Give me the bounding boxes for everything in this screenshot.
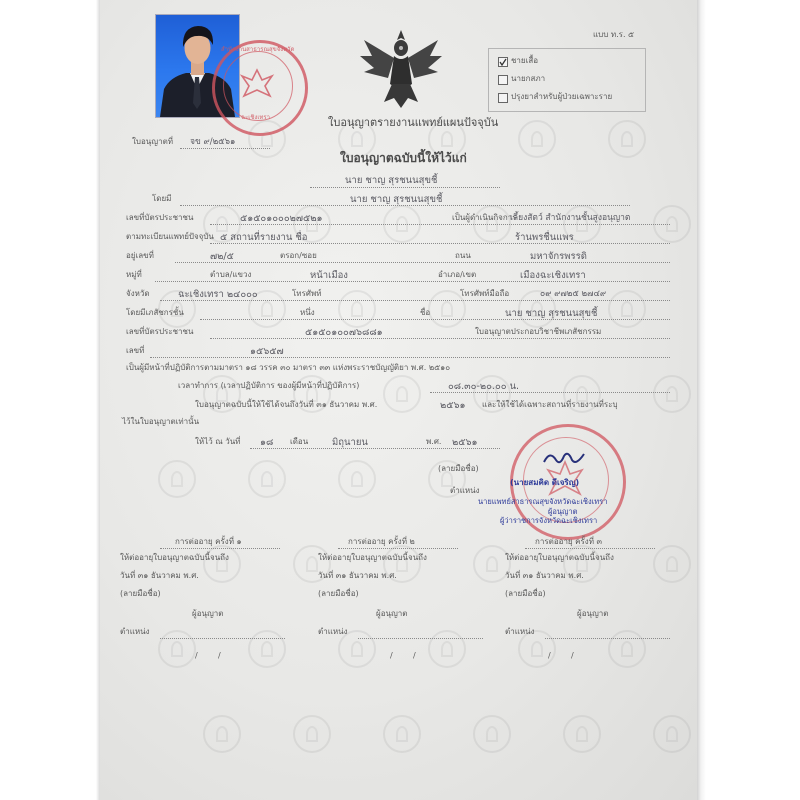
watermark-seal-icon xyxy=(608,290,646,328)
renewal-sign: (ลายมือชื่อ) xyxy=(318,589,359,598)
renewal-role: ผู้อนุญาต xyxy=(192,609,224,618)
field-label-2: ตำบล/แขวง xyxy=(210,270,252,279)
position-label: ตำแหน่ง xyxy=(450,486,480,495)
signatory-position-1: นายแพทย์สาธารณสุขจังหวัดฉะเชิงเทรา xyxy=(478,497,608,506)
renewal-position: ตำแหน่ง xyxy=(505,627,535,636)
form-code: แบบ ท.ร. ๕ xyxy=(593,30,635,39)
field-label: โดยมีเภสัชกรชั้น xyxy=(126,308,184,317)
checkbox-label-1: ชายเสื้อ xyxy=(511,56,539,65)
date-slash-marks: / / xyxy=(548,651,574,660)
issued-month-label: เดือน xyxy=(290,437,309,446)
checkbox-option-1[interactable] xyxy=(498,57,508,67)
issued-year: ๒๕๖๑ xyxy=(452,437,478,448)
official-red-stamp xyxy=(212,40,308,136)
renewal-position: ตำแหน่ง xyxy=(120,627,150,636)
field-label: จังหวัด xyxy=(126,289,150,298)
watermark-seal-icon xyxy=(653,375,691,413)
field-label-2: โทรศัพท์ xyxy=(292,289,322,298)
license-no-value: จข ๙/๒๕๖๑ xyxy=(190,137,236,147)
signatory-position-2: ผู้อนุญาต xyxy=(548,507,578,516)
field-label-3: ชื่อ xyxy=(420,308,431,317)
photo-stamp-bottom-text: ฉะเชิงเทรา xyxy=(241,114,270,121)
renewal-sign: (ลายมือชื่อ) xyxy=(120,589,161,598)
field-value-3: นาย ชาญ สุรชนนสุขชี้ xyxy=(505,308,598,319)
field-value: ๑๕๖๕๗ xyxy=(250,346,284,357)
photo-stamp-top-text: สำนักงานสาธารณสุขจังหวัด xyxy=(221,46,295,53)
document-header-title: ใบอนุญาตรายงานแพทย์แผนปัจจุบัน xyxy=(328,116,499,129)
checkbox-option-3[interactable] xyxy=(498,93,508,103)
checkbox-label-2: นายกสภา xyxy=(511,74,546,83)
background-left-margin xyxy=(0,0,100,800)
checkbox-option-2[interactable] xyxy=(498,75,508,85)
sign-label: (ลายมือชื่อ) xyxy=(438,464,479,473)
field-value-2: เลี้ยงสัตว์ สำนักงานชั้นสูงอนุญาต xyxy=(510,213,631,223)
watermark-seal-icon xyxy=(248,460,286,498)
paragraph-line-4: ไว้ในใบอนุญาตเท่านั้น xyxy=(122,417,200,426)
by-label: โดยมี xyxy=(152,194,172,203)
field-label: เลขที่ xyxy=(126,346,145,355)
renewal-line-1: ให้ต่ออายุใบอนุญาตฉบับนี้จนถึง xyxy=(505,553,614,562)
license-issue-title: ใบอนุญาตฉบับนี้ให้ไว้แก่ xyxy=(340,151,467,165)
renewal-title: การต่ออายุ ครั้งที่ ๒ xyxy=(348,537,415,546)
field-value-3: ๐๙ ๙๗๒๕ ๒๗๔๙ xyxy=(540,289,607,299)
renewal-line-2: วันที่ ๓๑ ธันวาคม พ.ศ. xyxy=(505,571,584,580)
watermark-seal-icon xyxy=(473,715,511,753)
date-slash-marks: / / xyxy=(390,651,416,660)
paragraph-line-2-value: ๐๘.๓๐-๒๐.๐๐ น. xyxy=(448,381,520,392)
checkmark-icon xyxy=(499,58,507,66)
watermark-seal-icon xyxy=(383,715,421,753)
watermark-seal-icon xyxy=(383,375,421,413)
renewal-block-2 xyxy=(318,538,493,668)
by-value: นาย ชาญ สุรชนนสุขชี้ xyxy=(350,194,443,205)
issued-day: ๑๘ xyxy=(260,437,274,448)
field-value: ๕๑๕๐๑๐๐๗๖๘๘๑ xyxy=(305,327,383,338)
holder-name: นาย ชาญ สุรชนนสุขชี้ xyxy=(345,175,438,186)
checkbox-label-3: ปรุงยาสำหรับผู้ป่วยเฉพาะราย xyxy=(511,92,613,101)
field-value-2: ใบอนุญาตประกอบวิชาชีพเภสัชกรรม xyxy=(475,327,602,336)
watermark-seal-icon xyxy=(293,715,331,753)
paragraph-line-1: เป็นผู้มีหน้าที่ปฏิบัติการตามมาตรา ๑๘ วรรค ๓๐ มาตรา ๓๓ แห่งพระราชบัญญัติยา พ.ศ. ๒๕๑๐ xyxy=(126,363,451,372)
field-value-3: มหาจักรพรรดิ xyxy=(530,251,587,262)
renewal-line-2: วันที่ ๓๑ ธันวาคม พ.ศ. xyxy=(318,571,397,580)
watermark-seal-icon xyxy=(203,715,241,753)
field-label-3: โทรศัพท์มือถือ xyxy=(460,289,510,298)
watermark-seal-icon xyxy=(518,120,556,158)
paragraph-line-3-year: ๒๕๖๑ xyxy=(440,400,466,411)
license-type-box xyxy=(488,48,646,112)
renewal-role: ผู้อนุญาต xyxy=(376,609,408,618)
paragraph-line-3: ใบอนุญาตฉบับนี้ให้ใช้ได้จนถึงวันที่ ๓๑ ธันวาคม พ.ศ. xyxy=(195,400,378,409)
paragraph-line-3-tail: และให้ใช้ได้เฉพาะสถานที่รายงานที่ระบุ xyxy=(482,400,618,409)
renewal-line-2: วันที่ ๓๑ ธันวาคม พ.ศ. xyxy=(120,571,199,580)
field-value: ๗๒/๕ xyxy=(210,251,234,262)
field-label-2: ตรอก/ซอย xyxy=(280,251,317,260)
field-label-3: อำเภอ/เขต xyxy=(438,270,477,279)
issued-month: มิถุนายน xyxy=(332,437,368,448)
date-slash-marks: / / xyxy=(195,651,221,660)
background-right-margin xyxy=(697,0,800,800)
renewal-sign: (ลายมือชื่อ) xyxy=(505,589,546,598)
renewal-role: ผู้อนุญาต xyxy=(577,609,609,618)
issued-year-label: พ.ศ. xyxy=(426,437,442,446)
license-no-label: ใบอนุญาตที่ xyxy=(132,137,174,146)
watermark-seal-icon xyxy=(563,715,601,753)
field-label-2: หนึ่ง xyxy=(300,308,315,317)
renewal-title: การต่ออายุ ครั้งที่ ๑ xyxy=(175,537,242,546)
field-value: ๕๑๕๐๑๐๐๐๒๗๕๒๑ xyxy=(240,213,323,224)
field-value: ๕ สถานที่รายงาน ชื่อ xyxy=(220,232,308,243)
garuda-emblem-icon xyxy=(358,26,444,110)
field-label: เลขที่บัตรประชาชน xyxy=(126,213,194,222)
signatory-name: (นายสมคิด ดีเจริญ) xyxy=(510,478,580,487)
watermark-seal-icon xyxy=(653,715,691,753)
renewal-line-1: ให้ต่ออายุใบอนุญาตฉบับนี้จนถึง xyxy=(318,553,427,562)
watermark-seal-icon xyxy=(158,460,196,498)
renewal-line-1: ให้ต่ออายุใบอนุญาตฉบับนี้จนถึง xyxy=(120,553,229,562)
field-label: อยู่เลขที่ xyxy=(126,251,154,260)
renewal-block-1 xyxy=(120,538,295,668)
field-value-3: เมืองฉะเชิงเทรา xyxy=(520,270,586,281)
field-value-2: หน้าเมือง xyxy=(310,270,348,281)
watermark-seal-icon xyxy=(608,120,646,158)
signatory-position-3: ผู้ว่าราชการจังหวัดฉะเชิงเทรา xyxy=(500,516,598,525)
renewal-position: ตำแหน่ง xyxy=(318,627,348,636)
field-value: ฉะเชิงเทรา ๒๔๐๐๐ xyxy=(178,289,258,300)
paragraph-line-2-label: เวลาทำการ (เวลาปฏิบัติการ ของผู้มีหน้าที่ปฏิบัติการ) xyxy=(178,381,360,390)
field-value-2: ร้านพรชื่นแพร xyxy=(515,232,574,243)
field-label: เลขที่บัตรประชาชน xyxy=(126,327,194,336)
field-label-2: เป็นผู้ดำเนินกิจการ xyxy=(452,213,517,222)
issued-label: ให้ไว้ ณ วันที่ xyxy=(195,437,241,446)
license-document xyxy=(100,0,697,800)
field-label: ตามทะเบียนแพทย์ปัจจุบัน xyxy=(126,232,214,241)
renewal-block-3 xyxy=(505,538,680,668)
renewal-title: การต่ออายุ ครั้งที่ ๓ xyxy=(535,537,602,546)
field-label-3: ถนน xyxy=(455,251,471,260)
field-label: หมู่ที่ xyxy=(126,270,142,279)
watermark-seal-icon xyxy=(338,290,376,328)
watermark-seal-icon xyxy=(338,460,376,498)
